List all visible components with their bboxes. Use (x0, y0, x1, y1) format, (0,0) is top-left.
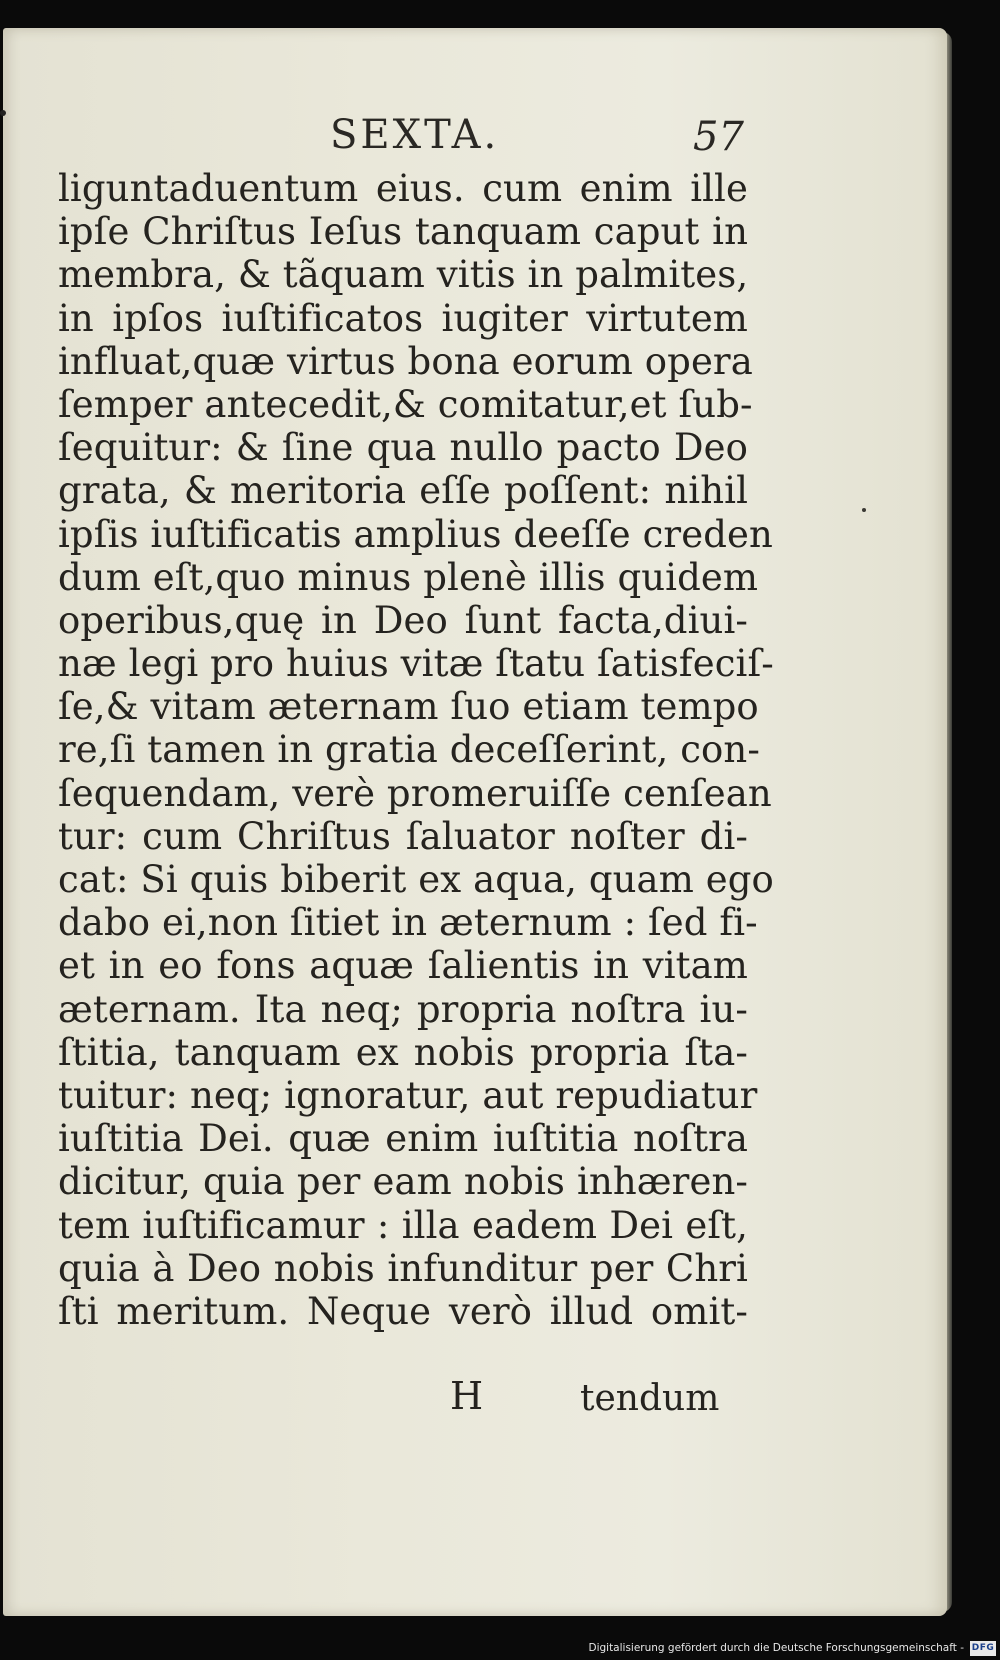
text-line: ſe,& vitam æternam ſuo etiam tempo (58, 685, 759, 729)
text-line: tem iuſtificamur : illa eadem Dei eſt, (58, 1203, 748, 1247)
text-line: ipſis iuſtificatis amplius deeſſe creden (58, 512, 773, 556)
text-line: tuitur: neq; ignoratur, aut repudiatur (58, 1073, 758, 1117)
running-head: SEXTA. (330, 112, 500, 158)
text-line: liguntaduentum eius. cum enim ille (58, 167, 748, 210)
text-line: dabo ei,non ſitiet in æternum : ſed fi- (58, 901, 758, 945)
page-number: 57 (693, 114, 744, 160)
dfg-logo-icon: DFG (970, 1641, 996, 1656)
text-line: dum eſt,quo minus plenè illis quidem (58, 555, 759, 599)
body-text (58, 167, 774, 1333)
text-line: ſequitur: & ſine qua nullo pacto Deo (58, 426, 748, 470)
funding-credit-bar (580, 1636, 1000, 1660)
text-line: dicitur, quia per eam nobis inhæren- (58, 1160, 748, 1204)
funding-credit-text: Digitalisierung gefördert durch die Deutsche Forschungsgemeinschaft - (588, 1642, 964, 1654)
page-header (0, 112, 1000, 162)
text-line: operibus,quę in Deo ſunt facta,diui- (58, 598, 748, 642)
text-line: ſti meritum. Neque verò illud omit- (58, 1289, 748, 1333)
text-line: næ legi pro huius vitæ ſtatu ſatisfeciſ- (58, 642, 774, 686)
text-line: æternam. Ita neq; propria noſtra iu- (58, 987, 748, 1031)
text-line: quia à Deo nobis infunditur per Chri (58, 1246, 748, 1290)
text-line: ſemper antecedit,& comitatur,et ſub- (58, 382, 753, 426)
text-line: iuſtitia Dei. quæ enim iuſtitia noſtra (58, 1117, 748, 1161)
ink-speck (862, 508, 866, 512)
text-line: membra, & tãquam vitis in palmites, (58, 253, 749, 297)
text-line: ipſe Chriſtus Ieſus tanquam caput in (58, 210, 748, 254)
text-line: in ipſos iuſtificatos iugiter virtutem (58, 296, 748, 340)
text-line: grata, & meritoria eſſe poſſent: nihil (58, 469, 748, 513)
text-line: et in eo fons aquæ ſalientis in vitam (58, 944, 748, 988)
text-line: cat: Si quis biberit ex aqua, quam ego (58, 858, 774, 901)
text-line: ſequendam, verè promeruiſſe cenſean (58, 771, 772, 815)
text-line: influat,quæ virtus bona eorum opera (58, 339, 753, 383)
signature-mark: H (450, 1374, 484, 1418)
page-footer (0, 1374, 1000, 1422)
text-line: ſtitia, tanquam ex nobis propria ſta- (58, 1030, 748, 1074)
text-line: tur: cum Chriſtus ſaluator noſter di- (58, 814, 748, 858)
text-line: re,ſi tamen in gratia deceſſerint, con- (58, 728, 760, 772)
catchword: tendum (580, 1378, 720, 1419)
